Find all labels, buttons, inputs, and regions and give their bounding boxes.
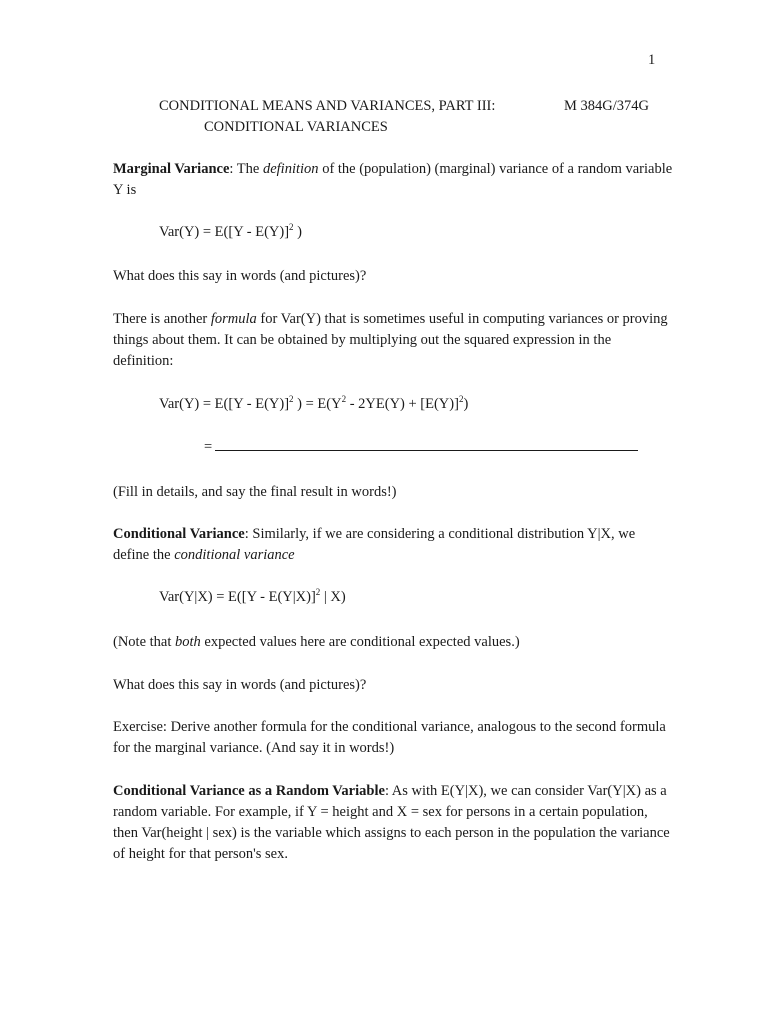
both-italic: both [175,634,201,650]
random-variable-heading: Conditional Variance as a Random Variable [113,783,385,799]
random-variable-paragraph [113,781,673,865]
note-text-b: expected values here are conditional expected values.) [200,634,520,650]
eq-part: Var(Y) = E([Y - E(Y)] [159,396,290,412]
another-text-a: There is another [113,311,211,327]
marginal-variance-equation [159,224,302,241]
eq-part: Var(Y) = E([Y - E(Y)] [159,224,290,240]
formula-italic: formula [210,311,257,327]
conditional-variance-italic: conditional variance [174,547,295,563]
question-words-1: What does this say in words (and pictures)? [113,268,367,284]
eq-part: ) [293,224,302,240]
eq-part: - 2YE(Y) + [E(Y)] [346,396,459,412]
definition-italic: definition [262,161,319,177]
conditional-variance-equation [159,589,346,606]
eq-superscript: 2 [315,587,321,597]
question-words-2: What does this say in words (and pictures)? [113,677,367,693]
fill-in-details: (Fill in details, and say the final result in words!) [113,484,397,500]
marginal-text-a: : The [229,161,263,177]
eq-superscript: 2 [289,222,294,232]
eq-superscript: 2 [289,394,294,404]
eq-part: | X) [320,589,346,605]
page-number: 1 [648,52,656,68]
note-paragraph [113,632,673,653]
equals-sign: = [204,439,213,455]
title-line-2: CONDITIONAL VARIANCES [204,119,388,135]
conditional-variance-paragraph [113,524,673,566]
fill-in-blank-line [204,438,638,456]
marginal-variance-heading: Marginal Variance [113,161,230,177]
eq-superscript: 2 [341,394,347,404]
another-text-b: for Var(Y) that is sometimes useful in computing variances or proving things about them. It can be obtained by multiplying out the squared expression in the definition: [113,311,668,369]
expanded-equation [159,396,468,413]
another-formula-paragraph [113,309,673,372]
conditional-variance-heading: Conditional Variance [113,526,245,542]
conditional-text-a: : Similarly, if we are considering a conditional distribution Y|X, we define the [113,526,636,563]
blank-underline [215,438,638,451]
course-number: M 384G/374G [564,98,649,114]
marginal-text-b: of the (population) (marginal) variance of a random variable Y is [113,161,673,198]
random-variable-text: : As with E(Y|X), we can consider Var(Y|X) as a random variable. For example, if Y = height and X = sex for persons in a certain population, then Var(height | sex) is the variable which assigns to each person in the population the variance of height for that person's sex. [113,783,670,862]
eq-part: ) = E(Y [293,396,342,412]
eq-part: Var(Y|X) = E([Y - E(Y|X)] [159,589,316,605]
exercise-paragraph: Exercise: Derive another formula for the conditional variance, analogous to the second formula for the marginal variance. (And say it in words!) [113,719,666,756]
eq-part: ) [463,396,469,412]
note-text-a: (Note that [113,634,176,650]
marginal-variance-paragraph [113,159,673,201]
title-line-1: CONDITIONAL MEANS AND VARIANCES, PART III: [159,98,496,114]
eq-superscript: 2 [458,394,464,404]
